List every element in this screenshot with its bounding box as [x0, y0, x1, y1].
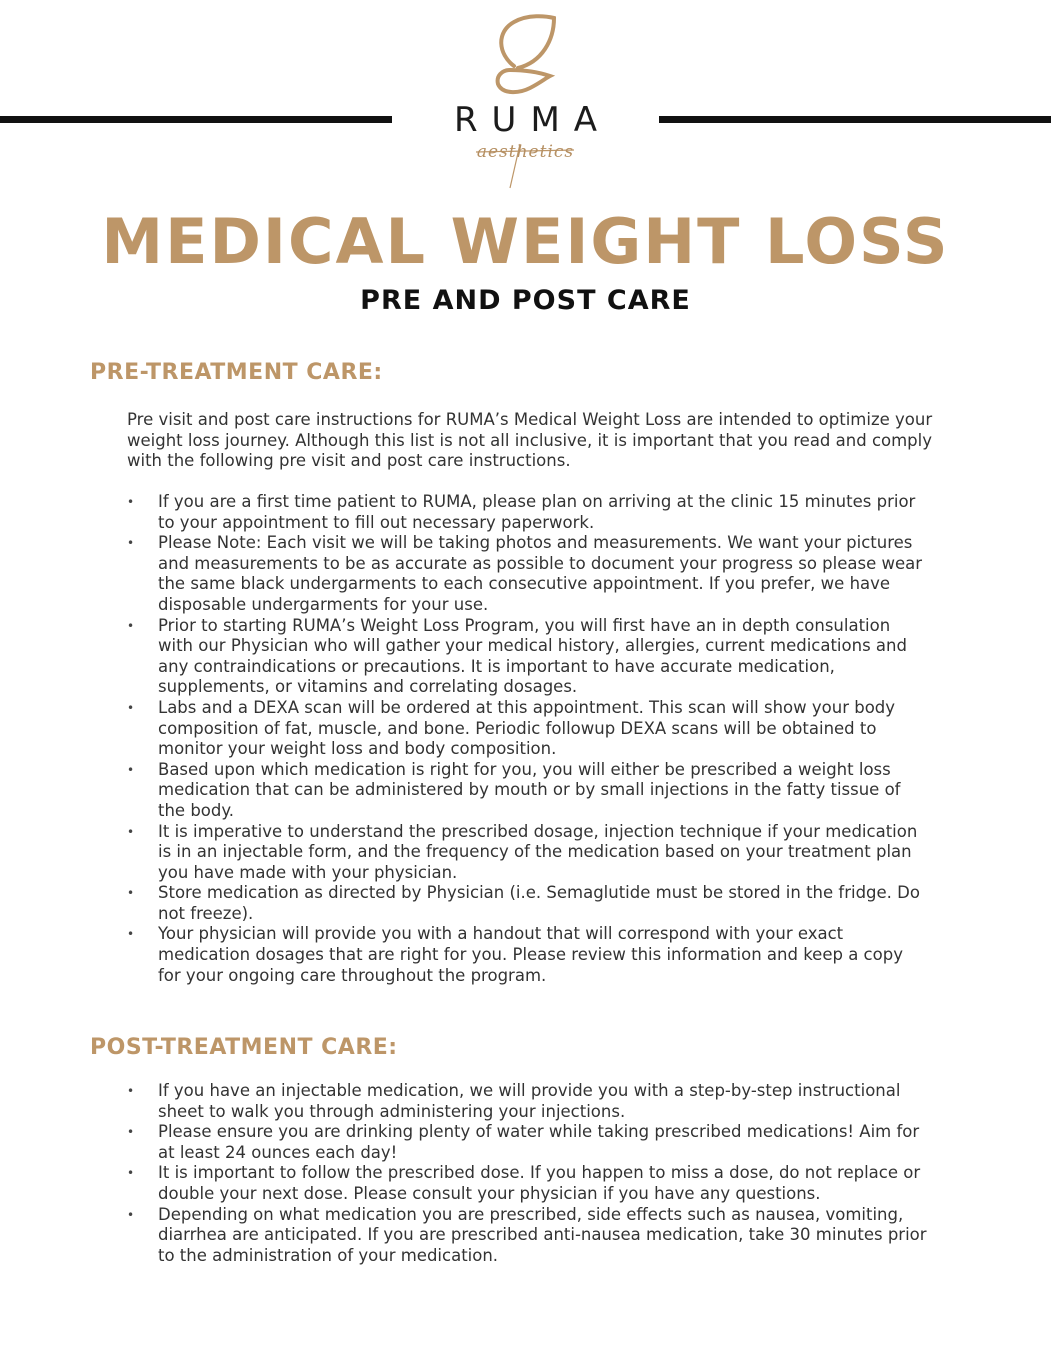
brand-name: RUMA: [453, 100, 612, 140]
list-item: • Labs and a DEXA scan will be ordered at this appointment. This scan will show your body composition of fat, muscle, and bone. Periodic followup DEXA scans will be obtained to monitor your weight loss and body composition.: [127, 698, 927, 760]
page-title: MEDICAL WEIGHT LOSS: [101, 205, 950, 278]
list-item: • Based upon which medication is right for you, you will either be prescribed a weight loss medication that can be administered by mouth or by small injections in the fatty tissue of the body.: [127, 760, 927, 822]
list-item: • Your physician will provide you with a handout that will correspond with your exact medication dosages that are right for you. Please review this information and keep a copy for your ongoing care throughout the program.: [127, 924, 927, 986]
post-treatment-heading: POST-TREATMENT CARE:: [90, 1035, 398, 1060]
list-item: • Prior to starting RUMA’s Weight Loss Program, you will first have an in depth consulation with our Physician who will gather your medical history, allergies, current medications and any contraindications or precautions. It is important to have accurate medication, supplements, or vitamins and correlating dosages.: [127, 616, 927, 698]
pre-treatment-intro: Pre visit and post care instructions for RUMA’s Medical Weight Loss are intended to optimize your weight loss journey. Although this list is not all inclusive, it is important that you read and comply with the following pre visit and post care instructions.: [127, 410, 933, 471]
brand-logo: [0, 0, 1051, 200]
list-item: • If you have an injectable medication, we will provide you with a step-by-step instructional sheet to walk you through administering your injections.: [127, 1081, 927, 1122]
pre-treatment-list: [127, 492, 927, 986]
list-item: • Depending on what medication you are prescribed, side effects such as nausea, vomiting, diarrhea are anticipated. If you are prescribed anti-nausea medication, take 30 minutes prior to the administration of your medication.: [127, 1205, 927, 1267]
list-item: • It is imperative to understand the prescribed dosage, injection technique if your medication is in an injectable form, and the frequency of the medication based on your treatment plan you have made with your physician.: [127, 822, 927, 884]
list-item: • It is important to follow the prescribed dose. If you happen to miss a dose, do not replace or double your next dose. Please consult your physician if you have any questions.: [127, 1163, 927, 1204]
brand-tagline: aesthetics: [476, 142, 575, 162]
pre-treatment-heading: PRE-TREATMENT CARE:: [90, 360, 383, 385]
list-item: • Store medication as directed by Physician (i.e. Semaglutide must be stored in the fridge. Do not freeze).: [127, 883, 927, 924]
leaf-logo-icon: [484, 10, 564, 100]
list-item: • Please ensure you are drinking plenty of water while taking prescribed medications! Aim for at least 24 ounces each day!: [127, 1122, 927, 1163]
page-subtitle: PRE AND POST CARE: [360, 285, 691, 316]
post-treatment-list: [127, 1081, 927, 1266]
list-item: • Please Note: Each visit we will be taking photos and measurements. We want your pictures and measurements to be as accurate as possible to document your progress so please wear the same black undergarments to each consecutive appointment. If you prefer, we have disposable undergarments for your use.: [127, 533, 927, 615]
list-item: • If you are a first time patient to RUMA, please plan on arriving at the clinic 15 minutes prior to your appointment to fill out necessary paperwork.: [127, 492, 927, 533]
